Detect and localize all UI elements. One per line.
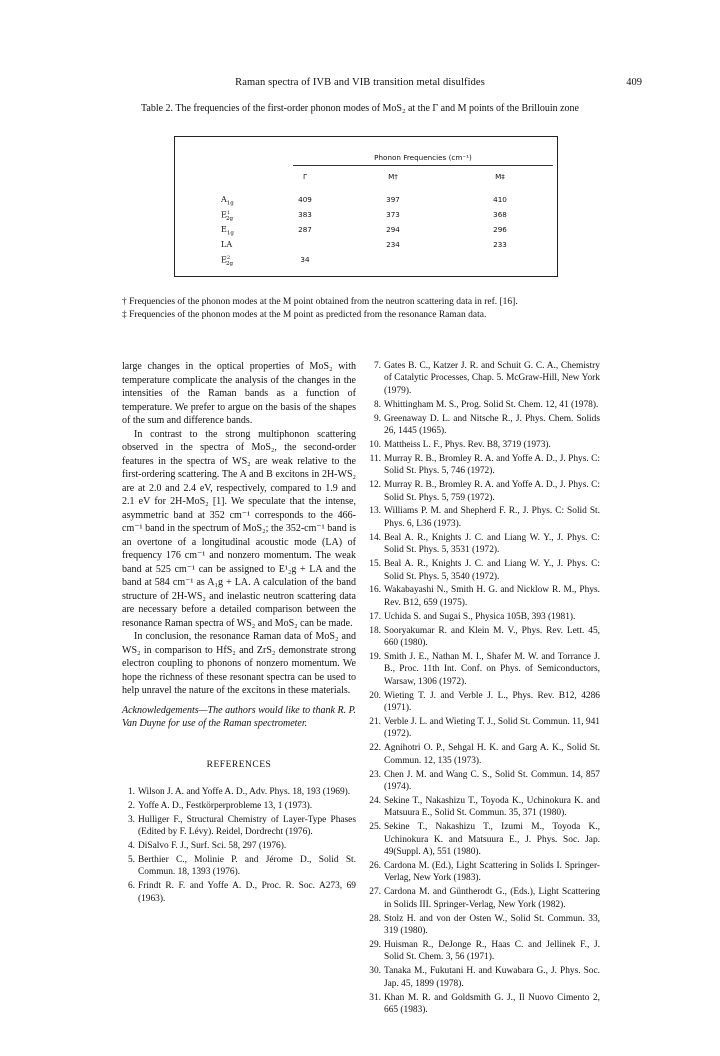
reference-text: Whittingham M. S., Prog. Solid St. Chem. 12, 41 (1978). bbox=[384, 399, 599, 410]
mode-subscript: 1g bbox=[226, 230, 234, 237]
reference-number: 3. bbox=[127, 814, 135, 825]
reference-text: Cardona M. (Ed.), Light Scattering in Solids I. Springer-Verlag, New York (1983). bbox=[384, 860, 600, 884]
reference-number: 22. bbox=[369, 743, 381, 754]
reference-text: Mattheiss L. F., Phys. Rev. B8, 3719 (1973). bbox=[384, 439, 551, 450]
reference-item bbox=[368, 453, 600, 478]
references-heading: REFERENCES bbox=[206, 759, 272, 770]
reference-number: 24. bbox=[369, 795, 381, 806]
reference-number: 12. bbox=[369, 480, 381, 491]
mode-label bbox=[221, 195, 234, 207]
m-raman-value: 233 bbox=[493, 240, 507, 249]
reference-text: Yoffe A. D., Festkörperprobleme 13, 1 (1973). bbox=[138, 800, 313, 811]
column-header-m-neutron: M† bbox=[388, 172, 398, 181]
reference-item bbox=[122, 800, 356, 812]
table-row bbox=[175, 210, 557, 222]
acknowledgements: Acknowledgements—The authors would like to thank R. P. Van Duyne for use of the Raman spectrometer. bbox=[122, 704, 356, 729]
reference-item bbox=[122, 854, 356, 879]
reference-item bbox=[368, 769, 600, 794]
reference-number: 14. bbox=[369, 532, 381, 543]
reference-number: 19. bbox=[369, 651, 381, 662]
body-paragraph: In contrast to the strong multiphonon scattering observed in the spectra of MoS₂, the second-order features in the spectra of WS₂ are weak relative to the first-ordering scattering. The A and B excitons in 2H-WS₂ are at 2.0 and 2.4 eV, respectively, compared to 1.9 and 2.1 eV for 2H-MoS₂ [1]. We speculate that the intense, asymmetric band at 352 cm⁻¹ corresponds to the 466-cm⁻¹ band in the spectrum of MoS₂; the 352-cm⁻¹ band is an overtone of a longitudinal acoustic mode (LA) of frequency 176 cm⁻¹ and nonzero momentum. The weak band at 525 cm⁻¹ can be assigned to E¹₂g + LA and the band at 584 cm⁻¹ as A₁g + LA. A calculation of the band structure of 2H-WS₂ and inelastic neutron scattering data are necessary before a detailed comparison between the resonance Raman spectra of WS₂ and MoS₂ can be made. bbox=[122, 428, 356, 629]
reference-item bbox=[368, 690, 600, 715]
reference-number: 15. bbox=[369, 559, 381, 570]
reference-item bbox=[122, 880, 356, 905]
reference-item bbox=[122, 814, 356, 839]
reference-text: Hulliger F., Structural Chemistry of Layer-Type Phases (Edited by F. Lévy). Reidel, Dordrecht (1976). bbox=[138, 814, 356, 838]
reference-number: 16. bbox=[369, 585, 381, 596]
reference-number: 17. bbox=[369, 611, 381, 622]
reference-number: 28. bbox=[369, 913, 381, 924]
reference-number: 20. bbox=[369, 690, 381, 701]
reference-item bbox=[368, 413, 600, 438]
table-row bbox=[175, 195, 557, 207]
table-row bbox=[175, 255, 557, 267]
reference-number: 6. bbox=[127, 881, 135, 892]
reference-item bbox=[368, 913, 600, 938]
reference-text: Wakabayashi N., Smith H. G. and Nicklow R. M., Phys. Rev. B12, 659 (1975). bbox=[384, 585, 600, 608]
mode-symbol: E bbox=[221, 255, 227, 265]
reference-item bbox=[368, 532, 600, 557]
page-number: 409 bbox=[626, 77, 642, 88]
reference-text: Wilson J. A. and Yoffe A. D., Adv. Phys. 18, 193 (1969). bbox=[138, 787, 351, 797]
reference-number: 29. bbox=[369, 939, 381, 950]
m-raman-value: 296 bbox=[493, 225, 507, 234]
reference-text: Huisman R., DeJonge R., Haas C. and Jellinek F., J. Solid St. Chem. 3, 56 (1971). bbox=[384, 939, 600, 963]
gamma-value: 383 bbox=[298, 210, 312, 219]
reference-text: Stolz H. and von der Osten W., Solid St. Commun. 33, 319 (1980). bbox=[384, 913, 600, 936]
reference-item bbox=[122, 840, 356, 852]
reference-text: Frindt R. F. and Yoffe A. D., Proc. R. Soc. A273, 69 (1963). bbox=[138, 881, 356, 904]
reference-number: 1. bbox=[127, 787, 135, 797]
reference-text: Chen J. M. and Wang C. S., Solid St. Commun. 14, 857 (1974). bbox=[384, 769, 600, 792]
table-row bbox=[175, 225, 557, 237]
reference-text: Murray R. B., Bromley R. A. and Yoffe A. D., J. Phys. C: Solid St. Phys. 5, 746 (1972). bbox=[384, 453, 600, 477]
mode-label bbox=[221, 210, 233, 222]
table-group-header: Phonon Frequencies (cm⁻¹) bbox=[374, 153, 472, 162]
reference-text: Tanaka M., Fukutani H. and Kuwabara G., J. Phys. Soc. Jap. 45, 1899 (1978). bbox=[384, 966, 600, 989]
mode-symbol: LA bbox=[221, 240, 233, 249]
m-neutron-value: 294 bbox=[386, 225, 400, 234]
reference-item bbox=[368, 625, 600, 650]
reference-item bbox=[368, 716, 600, 741]
m-raman-value: 410 bbox=[493, 195, 507, 204]
mode-label bbox=[221, 225, 234, 237]
reference-item bbox=[122, 786, 356, 798]
reference-number: 11. bbox=[369, 453, 381, 464]
mode-label bbox=[221, 240, 232, 249]
reference-text: Williams P. M. and Shepherd F. R., J. Phys. C: Solid St. Phys. 6, L36 (1973). bbox=[384, 506, 600, 529]
reference-list-right bbox=[368, 360, 600, 1016]
reference-text: Cardona M. and Güntherodt G., (Eds.), Light Scattering in Solids III. Springer-Verlag, New York (1982). bbox=[384, 887, 600, 910]
column-header-gamma: Γ bbox=[302, 172, 307, 181]
mode-subscript: 2g bbox=[226, 216, 234, 223]
reference-number: 27. bbox=[369, 887, 381, 898]
column-header-m-raman: M‡ bbox=[495, 172, 505, 181]
left-column bbox=[122, 360, 356, 907]
running-title: Raman spectra of IVB and VIB transition metal disulfides bbox=[235, 77, 485, 88]
reference-text: Wieting T. J. and Verble J. L., Phys. Rev. B12, 4286 (1971). bbox=[384, 690, 600, 714]
reference-number: 9. bbox=[373, 413, 381, 424]
reference-item bbox=[368, 965, 600, 990]
reference-number: 23. bbox=[369, 769, 381, 780]
reference-number: 5. bbox=[127, 855, 135, 866]
right-column bbox=[368, 360, 600, 1018]
reference-item bbox=[368, 584, 600, 609]
gamma-value: 409 bbox=[298, 195, 312, 204]
reference-item bbox=[368, 742, 600, 767]
reference-list-left bbox=[122, 786, 356, 905]
m-raman-value: 368 bbox=[493, 210, 507, 219]
reference-text: Greenaway D. L. and Nitsche R., J. Phys. Chem. Solids 26, 1445 (1965). bbox=[384, 413, 600, 437]
table-caption: Table 2. The frequencies of the first-order phonon modes of MoS₂ at the Γ and M points of the Brillouin zone bbox=[140, 103, 579, 114]
body-paragraph: large changes in the optical properties of MoS₂ with temperature complicate the analysis of the changes in the intensities of the Raman bands as a function of temperature. We prefer to argue on the basis of the shapes of the sum and difference bands. bbox=[122, 361, 356, 426]
reference-number: 7. bbox=[373, 361, 381, 371]
reference-item bbox=[368, 821, 600, 858]
mode-superscript: 1 bbox=[226, 210, 231, 216]
reference-number: 13. bbox=[369, 506, 381, 517]
reference-item bbox=[368, 439, 600, 451]
body-paragraph: In conclusion, the resonance Raman data of MoS₂ and WS₂ in comparison to HfS₂ and ZrS₂ demonstrate strong electron coupling to phonons of nonzero momentum. We hope the richness of these resonant spectra can be used to help unravel the nature of the excitons in these materials. bbox=[122, 631, 356, 696]
reference-text: Beal A. R., Knights J. C. and Liang W. Y., J. Phys. C: Solid St. Phys. 5, 3540 (1972). bbox=[384, 559, 600, 582]
reference-item bbox=[368, 505, 600, 530]
footnote-dagger: † Frequencies of the phonon modes at the M point obtained from the neutron scattering data in ref. [16]. bbox=[122, 297, 518, 307]
phonon-frequency-table bbox=[174, 136, 558, 277]
reference-number: 4. bbox=[127, 841, 135, 852]
reference-number: 31. bbox=[369, 992, 381, 1003]
reference-text: Khan M. R. and Goldsmith G. J., Il Nuovo Cimento 2, 665 (1983). bbox=[384, 992, 600, 1015]
gamma-value: 34 bbox=[300, 255, 310, 264]
m-neutron-value: 397 bbox=[386, 195, 400, 204]
reference-number: 30. bbox=[369, 966, 381, 977]
reference-number: 26. bbox=[369, 860, 381, 871]
reference-item bbox=[368, 399, 600, 411]
reference-text: Smith J. E., Nathan M. I., Shafer M. W. and Torrance J. B., Proc. 11th Int. Conf. on Phys. of Semiconductors, Warsaw, 1306 (1972). bbox=[384, 651, 600, 687]
mode-symbol: E bbox=[221, 210, 227, 220]
reference-item bbox=[368, 992, 600, 1017]
gamma-value: 287 bbox=[298, 225, 312, 234]
reference-item bbox=[368, 651, 600, 688]
mode-subscript: 1g bbox=[226, 200, 234, 207]
m-neutron-value: 373 bbox=[386, 210, 400, 219]
reference-text: Verble J. L. and Wieting T. J., Solid St. Commun. 11, 941 (1972). bbox=[384, 716, 600, 740]
reference-item bbox=[368, 360, 600, 397]
reference-number: 18. bbox=[369, 625, 381, 636]
reference-text: Uchida S. and Sugai S., Physica 105B, 393 (1981). bbox=[384, 611, 576, 622]
reference-item bbox=[368, 611, 600, 623]
mode-symbol: E bbox=[221, 225, 227, 234]
reference-item bbox=[368, 795, 600, 820]
reference-text: Beal A. R., Knights J. C. and Liang W. Y., J. Phys. C: Solid St. Phys. 5, 3531 (1972). bbox=[384, 532, 600, 556]
reference-text: Sekine T., Nakashizu T., Toyoda K., Uchinokura K. and Matsuura E., Solid St. Commun. 35, 371 (1980). bbox=[384, 795, 600, 819]
reference-item bbox=[368, 558, 600, 583]
table-row bbox=[175, 240, 557, 252]
reference-item bbox=[368, 886, 600, 911]
reference-number: 21. bbox=[369, 716, 381, 727]
reference-number: 25. bbox=[369, 822, 381, 833]
table-footnotes bbox=[122, 296, 598, 322]
reference-item bbox=[368, 860, 600, 885]
mode-label bbox=[221, 255, 233, 267]
reference-text: Sooryakumar R. and Klein M. V., Phys. Rev. Lett. 45, 660 (1980). bbox=[384, 625, 600, 649]
mode-subscript: 2g bbox=[226, 261, 234, 268]
reference-text: Agnihotri O. P., Sehgal H. K. and Garg A. K., Solid St. Commun. 12, 135 (1973). bbox=[384, 743, 600, 766]
mode-superscript: 2 bbox=[226, 255, 231, 261]
footnote-double-dagger: ‡ Frequencies of the phonon modes at the M point as predicted from the resonance Raman data. bbox=[122, 310, 487, 320]
reference-item bbox=[368, 939, 600, 964]
reference-number: 8. bbox=[373, 399, 381, 410]
reference-text: Gates B. C., Katzer J. R. and Schuit G. C. A., Chemistry of Catalytic Processes, Chap. 5. McGraw-Hill, New York (1979). bbox=[384, 361, 600, 396]
reference-number: 10. bbox=[369, 439, 381, 450]
reference-item bbox=[368, 479, 600, 504]
reference-text: Berthier C., Molinie P. and Jérome D., Solid St. Commun. 18, 1393 (1976). bbox=[138, 855, 356, 878]
m-neutron-value: 234 bbox=[386, 240, 400, 249]
reference-number: 2. bbox=[127, 800, 135, 811]
reference-text: Murray R. B., Bromley R. A. and Yoffe A. D., J. Phys. C: Solid St. Phys. 5, 759 (1972). bbox=[384, 480, 600, 503]
table-header-rule bbox=[293, 165, 553, 166]
mode-symbol: A bbox=[221, 195, 227, 204]
reference-text: DiSalvo F. J., Surf. Sci. 58, 297 (1976). bbox=[138, 841, 287, 852]
reference-text: Sekine T., Nakashizu T., Izumi M., Toyoda K., Uchinokura K. and Matsuura E., J. Phys. Soc. Jap. 49(Suppl. A), 551 (1980). bbox=[384, 822, 600, 858]
